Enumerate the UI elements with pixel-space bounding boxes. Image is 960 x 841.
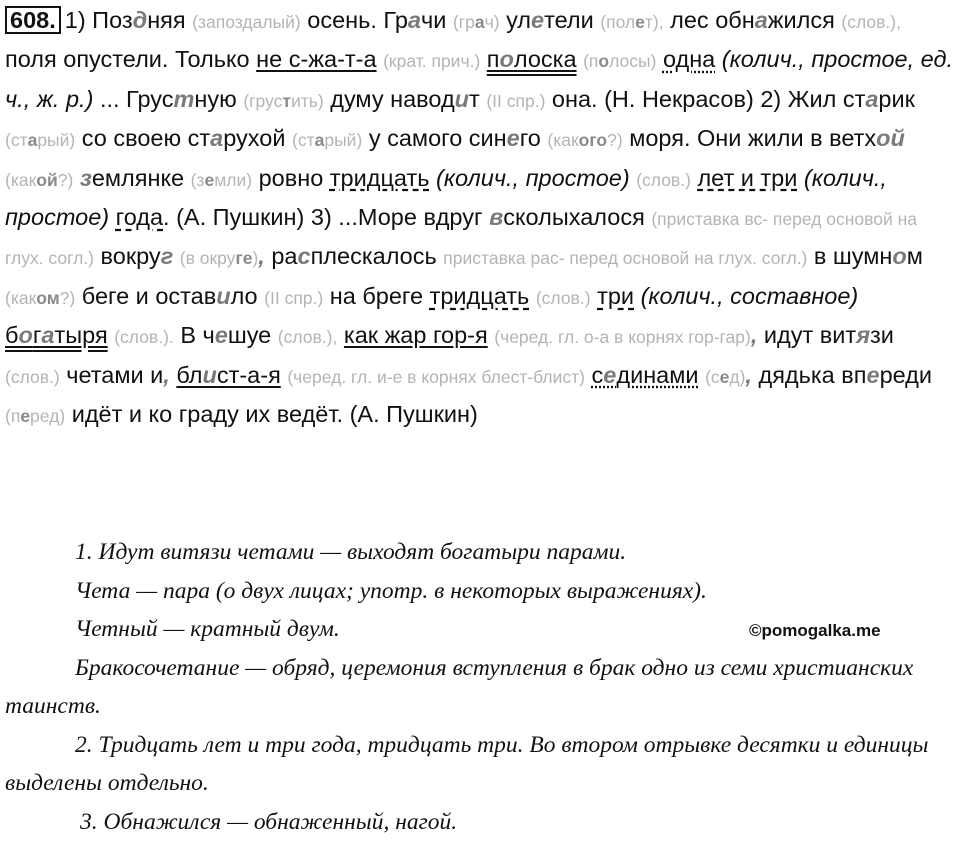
hint-note: (слов.) <box>636 170 691 190</box>
underlined-word: тридцать <box>430 283 530 309</box>
hint-part: ?) <box>60 288 76 308</box>
grammar-note: (колич., простое, ед. ч., ж. р.) <box>5 46 953 111</box>
hint-letter: е <box>204 170 214 190</box>
text-fragment: ст-а-я <box>217 362 281 388</box>
text-fragment: В ч <box>180 322 214 348</box>
text-fragment: го <box>520 125 541 151</box>
hint-part: (грус <box>243 91 282 111</box>
text-fragment: в шумн <box>814 243 893 269</box>
exercise-number: 608. <box>5 6 61 34</box>
hint-part: д) <box>729 367 745 387</box>
text-fragment: сколыхалося <box>503 204 645 230</box>
text-fragment: ... Грус <box>100 86 174 112</box>
underlined-word: как жар гор-я <box>344 322 488 348</box>
hint-note <box>243 91 323 111</box>
text-fragment: ную <box>194 86 236 112</box>
hint-note: (слов.), <box>841 12 901 32</box>
hint-part: рый) <box>324 130 362 150</box>
hint-note: (слов.) <box>536 288 591 308</box>
hint-note <box>191 170 252 190</box>
note-2: Чета — пара (о двух лицах; употр. в некоторых выражениях). <box>5 572 955 611</box>
highlight-letter: е <box>866 362 879 388</box>
highlight-letter: а <box>408 7 421 33</box>
text-fragment: динами <box>616 362 698 388</box>
hint-note <box>600 12 663 32</box>
text-fragment: зи <box>870 322 894 348</box>
text-fragment: б <box>5 322 18 348</box>
underlined-word: года <box>116 204 163 230</box>
text-fragment: п <box>487 46 500 72</box>
highlight-letter: а <box>865 86 878 112</box>
highlight-letter: о <box>18 322 32 348</box>
grammar-note: (колич., простое) <box>5 165 887 230</box>
notes-block <box>5 533 955 841</box>
hint-note <box>453 12 500 32</box>
hint-note <box>5 288 75 308</box>
highlight-comma: , <box>258 243 265 269</box>
hint-note <box>5 130 75 150</box>
text-fragment: чи <box>421 7 446 33</box>
underlined-word: три <box>597 283 634 309</box>
underlined-word: лет и три <box>697 165 797 191</box>
text-fragment: идут вит <box>764 322 856 348</box>
highlight-letter: о <box>892 243 906 269</box>
hint-letter: ом <box>36 288 59 308</box>
text-fragment: со своею ст <box>82 125 210 151</box>
hint-part: ?) <box>607 130 623 150</box>
hint-note: (крат. прич.) <box>383 51 480 71</box>
hint-part: (з <box>191 170 205 190</box>
highlight-letter: е <box>507 125 520 151</box>
highlight-comma: , <box>163 362 170 388</box>
note-1: 1. Идут витязи четами — выходят богатыри парами. <box>5 533 955 572</box>
hint-letter: о <box>598 51 609 71</box>
text-fragment: емлянке <box>92 165 184 191</box>
note-3: Четный — кратный двум. <box>5 610 955 649</box>
text-fragment: дядька вп <box>758 362 866 388</box>
text-fragment: плескалось <box>311 243 437 269</box>
hint-part: лосы) <box>609 51 656 71</box>
text-fragment: реди <box>880 362 932 388</box>
highlight-letter: е <box>603 362 616 388</box>
text-fragment: беге и остав <box>82 283 216 309</box>
highlight-letter: а <box>41 322 54 348</box>
text-fragment: бл <box>176 362 202 388</box>
hint-note: (приставка вс- перед основой на глух. согл.) <box>5 209 917 268</box>
hint-letter: е <box>635 12 645 32</box>
text-fragment: рик <box>878 86 914 112</box>
highlight-letter: д <box>133 7 148 33</box>
underlined-word: одна <box>663 46 715 72</box>
hint-part: ч) <box>485 12 500 32</box>
text-fragment: . (А. Пушкин) 3) ...Море вдруг <box>163 204 489 230</box>
hint-part: (как <box>547 130 578 150</box>
highlight-letter: з <box>80 165 92 191</box>
hint-letter: а <box>28 130 38 150</box>
text-fragment: вокру <box>101 243 161 269</box>
grammar-note: (колич., составное) <box>641 283 859 309</box>
text-fragment: моря. Они жили в ветх <box>629 125 876 151</box>
text-fragment: тели <box>544 7 594 33</box>
hint-part: (п <box>583 51 598 71</box>
text-fragment: лес обн <box>670 7 755 33</box>
highlight-comma: , <box>745 362 752 388</box>
hint-note <box>705 367 745 387</box>
hint-note: (слов.). <box>114 327 174 347</box>
underlined-word <box>5 322 108 348</box>
text-fragment: г <box>33 322 42 348</box>
hint-part: (гр <box>453 12 475 32</box>
hint-note <box>583 51 656 71</box>
hint-letter: ой <box>36 170 57 190</box>
text-fragment: т <box>469 86 480 112</box>
highlight-letter: в <box>489 204 503 230</box>
text-fragment: осень. Гр <box>307 7 408 33</box>
highlight-letter: а <box>210 125 223 151</box>
hint-letter: е <box>720 367 730 387</box>
hint-part: ?) <box>58 170 74 190</box>
highlight-letter: и <box>216 283 230 309</box>
exercise-text <box>5 2 955 435</box>
hint-part: рый) <box>37 130 75 150</box>
note-5: 2. Тридцать лет и три года, тридцать три. Во втором отрывке десятки и единицы выделены отдельно. <box>5 726 955 803</box>
text-fragment: идёт и ко граду их ведёт. (А. Пушкин) <box>72 401 478 427</box>
text-fragment: у самого син <box>369 125 507 151</box>
hint-note <box>180 248 259 268</box>
highlight-letter: и <box>455 86 469 112</box>
hint-note: (запоздалый) <box>192 12 301 32</box>
highlight-comma: , <box>751 322 758 348</box>
hint-letter: ге <box>235 248 252 268</box>
hint-note <box>547 130 622 150</box>
text-fragment: ровно <box>259 165 324 191</box>
highlight-letter: я <box>856 322 870 348</box>
text-fragment: она. (Н. Некрасов) 2) Жил ст <box>552 86 865 112</box>
highlight-letter: е <box>215 322 228 348</box>
hint-letter: т <box>282 91 291 111</box>
highlight-letter: с <box>298 243 311 269</box>
text-fragment: м <box>907 243 923 269</box>
hint-note: (слов.) <box>5 367 60 387</box>
note-4: Бракосочетание — обряд, церемония вступления в брак одно из семи христианских таинств. <box>5 649 955 726</box>
text-fragment: ло <box>231 283 258 309</box>
text-fragment: думу навод <box>330 86 454 112</box>
highlight-letter: а <box>755 7 768 33</box>
hint-part: ) <box>252 248 258 268</box>
hint-letter: е <box>20 406 30 426</box>
underlined-word: тридцать <box>330 165 430 191</box>
hint-note: (II спр.) <box>486 91 545 111</box>
watermark: ©pomogalka.me <box>749 621 881 641</box>
underlined-word <box>176 362 280 388</box>
text-fragment: лоска <box>514 46 577 72</box>
hint-note <box>5 170 73 190</box>
text-fragment: ра <box>271 243 297 269</box>
hint-part: т), <box>645 12 664 32</box>
hint-part: (ст <box>292 130 315 150</box>
hint-part: ить) <box>291 91 324 111</box>
hint-note: (слов.), <box>278 327 338 347</box>
hint-note: (II спр.) <box>264 288 323 308</box>
highlight-letter: е <box>531 7 544 33</box>
grammar-note: (колич., простое) <box>436 165 630 191</box>
highlight-letter: и <box>202 362 216 388</box>
hint-part: (ст <box>5 130 28 150</box>
highlight-letter: ой <box>876 125 905 151</box>
hint-note: (черед. гл. и-е в корнях блест-блист) <box>287 367 585 387</box>
hint-note <box>5 406 65 426</box>
text-fragment: няя <box>147 7 185 33</box>
text-fragment: поля опустели. Только <box>5 46 250 72</box>
text-fragment: шуе <box>228 322 271 348</box>
hint-letter: а <box>475 12 485 32</box>
hint-part: мли) <box>214 170 252 190</box>
text-fragment: четами и <box>66 362 163 388</box>
text-fragment: на бреге <box>330 283 423 309</box>
hint-note: (черед. гл. о-а в корнях гор-гар) <box>494 327 751 347</box>
hint-part: (п <box>5 406 20 426</box>
hint-note: приставка рас- перед основой на глух. согл.) <box>443 248 807 268</box>
highlight-letter: о <box>500 46 514 72</box>
underlined-word: не с-жа-т-а <box>256 46 376 72</box>
text-fragment: рухой <box>223 125 285 151</box>
note-6: 3. Обнажился — обнаженный, нагой. <box>5 803 955 841</box>
hint-note <box>292 130 362 150</box>
hint-part: (с <box>705 367 720 387</box>
text-fragment: 1) Поз <box>65 7 133 33</box>
hint-part: ред) <box>30 406 65 426</box>
text-fragment: с <box>592 362 604 388</box>
highlight-letter: г <box>161 243 174 269</box>
hint-part: (пол <box>600 12 635 32</box>
text-fragment: ул <box>506 7 531 33</box>
hint-part: (в окру <box>180 248 236 268</box>
hint-part: (как <box>5 288 36 308</box>
hint-part: (как <box>5 170 36 190</box>
text-fragment: тыря <box>54 322 107 348</box>
hint-letter: а <box>315 130 325 150</box>
text-fragment: жился <box>768 7 835 33</box>
underlined-word <box>487 46 577 72</box>
highlight-letter: т <box>174 86 195 112</box>
underlined-word <box>592 362 699 388</box>
hint-letter: ого <box>579 130 607 150</box>
